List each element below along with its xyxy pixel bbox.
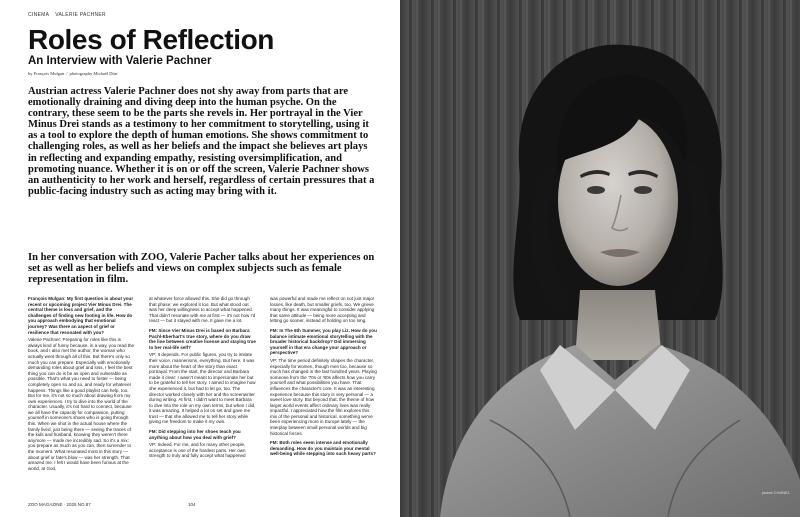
question-4: FM: In The 6th Summer, you play Liz. How do you balance intimate emotional storytelling with the broader historical backdrop? Did immersing yourself in that era change your approach or perspective? xyxy=(270,327,377,356)
portrait-photo xyxy=(400,0,800,517)
page-footer xyxy=(28,502,378,507)
author-credit: by François Mulgan xyxy=(28,71,65,76)
article-lede: Austrian actress Valerie Pachner does not shy away from parts that are emotionally draining and diving deep into the human psyche. On the contrary, these seem to be the parts she revels in. Her portrayal in the Vier Minus Drei stands as a testimony to her commitment to storytelling, using it as a tool to explore the depth of human emotions. She shows commitment to challenging roles, as well as her beliefs and the impact she believes art plays in reflecting and expanding empathy, resisting oversimplification, and promoting nuance. Whether it is on or off the screen, Valerie Pachner shows an authenticity to her work and herself, regardless of certain pressures that a public-facing industry such as acting may bring with it. xyxy=(28,86,375,197)
body-column-2 xyxy=(149,296,256,496)
footer-magazine: ZOO MAGAZINE · 2025 NO.87 xyxy=(28,502,91,507)
page-number: 104 xyxy=(188,502,196,507)
answer-4: VP: The time period definitely shapes the character, especially for women, though men too, because so much has changed in the last hundred years. Playing someone from the '70s or '80s affects how you carry yourself and what possibilities you have. That influences the character's core. It was an interesting experience because this story is very personal — a sweet love story. But beyond that, the theme of how larger world events affect ordinary lives was really impactful. I appreciated how the film explores this mix of the personal and historical, something we've been experiencing more in Europe lately — the interplay between small personal worlds and big historical forces. xyxy=(270,357,377,436)
article-subtitle: An Interview with Valerie Pachner xyxy=(28,55,212,67)
kicker-subject: VALERIE PACHNER xyxy=(55,12,106,18)
photo-credit: jacket CHANEL xyxy=(762,490,790,495)
answer-3-continued: was powerful and made me reflect on not just major losses, like death, but smaller griefs, too. We grieve many things. It was meaningful to consider applying that same attitude — being more accepting and letting go sooner, instead of holding on too long. xyxy=(270,296,375,324)
kicker-section: CINEMA xyxy=(28,12,50,18)
body-column-1 xyxy=(28,296,135,496)
answer-1: Valerie Pachner: Preparing for roles like this is always kind of funny because, in a way, you read the book, and I also met the author, the woman who actually went through all of this. But there's only so much you can prepare. Especially with emotionally demanding roles about grief and loss, I feel the best thing you can do is be as open and vulnerable as possible. That's what you need to foster — being completely open so and so, and ready for whatever happens. Things like a good playlist can help, too. But for me, it's not so much about drawing from my own experiences. I try to dive into the world of the character. Usually, it's not hard to connect, because we all have the capacity for compassion, putting yourself in someone's shoes who is going through this. When we shot in the actual house where the family lived, just being there — seeing the traces of the kids and husband, knowing they weren't there anymore — made me incredibly sad. So it's a mix: you prepare as much as you can, then surrender to the moment. What resonated most in this story — about grief or fate's blow — was her strength. That amazed me. I felt I would have been furious at the world, at God, xyxy=(28,337,135,471)
article-title: Roles of Reflection xyxy=(28,24,274,55)
question-1: François Mulgan: My first question is about your recent or upcoming project Vier Minus Drei. The central theme is loss and grief, and the challenges of finding new footing in life. How do you approach embodying that emotional journey? Was there an aspect of grief or resilience that resonated with you? xyxy=(28,296,134,335)
section-kicker xyxy=(28,12,106,18)
photographer-credit: photography Michaël Dürr xyxy=(69,71,118,76)
article-credits xyxy=(28,71,118,76)
answer-3: VP: Indeed. For me, and for many other people, acceptance is one of the hardest parts. Her own strength to truly and fully accept what happened xyxy=(149,442,246,459)
body-columns xyxy=(28,296,378,496)
credit-separator: / xyxy=(66,71,68,76)
answer-1-continued: at whatever force allowed this. She did go through that phase; we explored it too. But what stood out was her deep willingness to accept what happened. That didn't resonate with me at first — it's not how I'd react — but it stayed with me. It gave me a lot. xyxy=(149,296,256,324)
right-page xyxy=(400,0,800,517)
left-eye xyxy=(587,186,605,194)
body-column-3 xyxy=(270,296,377,496)
neck xyxy=(575,290,662,360)
answer-2: VP: It depends. For public figures, you try to imitate their voice, mannerisms, everything. But here, it was more about the heart of the story than exact portrayal. From the start, the director and Barbara made it clear: I wasn't meant to impersonate her but to be grateful to tell her story. I aimed to imagine how she experienced it, but had to let go, too. The director worked closely with her and the screenwriter during writing. At first, I didn't want to meet Barbara to dive into the role on my own terms, but when I did, it was amazing. It helped a lot on set and gave me trust — that she allowed me to tell her story while giving me freedom to make it my own. xyxy=(149,352,256,425)
right-eye xyxy=(634,186,652,194)
question-5: FM: Both roles seem intense and emotionally demanding. How do you maintain your mental well-being while stepping into such heavy parts? xyxy=(270,440,376,457)
article-intro: In her conversation with ZOO, Valerie Pacher talks about her experiences on set as well as her beliefs and views on complex subjects such as female representation in film. xyxy=(28,252,375,286)
question-2: FM: Since Vier Minus Drei is based on Barbara Pachl-Eberhart's true story, where do you draw the line between creative license and staying true to her real-life self? xyxy=(149,327,256,350)
question-3: FM: Did stepping into her shoes teach you anything about how you deal with grief? xyxy=(149,429,241,440)
